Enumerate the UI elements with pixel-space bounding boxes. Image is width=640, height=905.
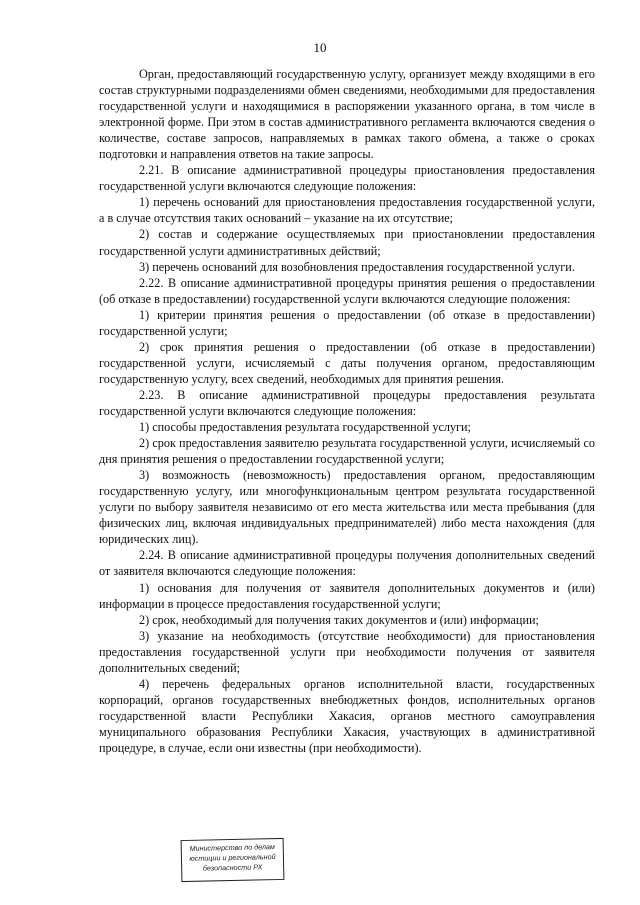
paragraph-2-24-item-4: 4) перечень федеральных органов исполнительной власти, государственных корпораций, органов государственных внебюджетных фондов, исполнительных органов государственной власти Республики Хакасия, органов местного самоуправления муниципального образования Республики Хакасия, участвующих в административной процедуре, в случае, если они известны (при необходимости). [99, 676, 595, 755]
paragraph-2-23-item-3: 3) возможность (невозможность) предоставления органом, предоставляющим государственную услугу, или многофункциональным центром результата государственной услуги по выбору заявителя независимо от его места жительства или места пребывания (для физических лиц, включая индивидуальных предпринимателей) либо места нахождения (для юридических лиц). [99, 468, 595, 547]
paragraph-2-22-item-2: 2) срок принятия решения о предоставлении (об отказе в предоставлении) государственной услуги, исчисляемый с даты получения органом, предоставляющим государственную услугу, всех сведений, необходимых для принятия решения. [99, 339, 595, 386]
paragraph-2-22-item-1: 1) критерии принятия решения о предоставлении (об отказе в предоставлении) государственной услуги; [99, 307, 595, 338]
paragraph-2-21-item-1: 1) перечень оснований для приостановления предоставления государственной услуги, а в случае отсутствия таких оснований – указание на их отсутствие; [99, 195, 595, 226]
ministry-stamp [181, 838, 285, 882]
stamp-line-3: безопасности РХ [202, 862, 263, 873]
paragraph-2-24-item-2: 2) срок, необходимый для получения таких документов и (или) информации; [139, 612, 539, 627]
paragraph-2-24-item-3: 3) указание на необходимость (отсутствие необходимости) для приостановления предоставления государственной услуги при необходимости получения от заявителя дополнительных сведений; [99, 628, 595, 675]
paragraph-2-23-item-2: 2) срок предоставления заявителю результата государственной услуги, исчисляемый со дня принятия решения о предоставлении государственной услуги; [99, 436, 595, 467]
page-number: 10 [313, 40, 327, 55]
paragraph-2-23: 2.23. В описание административной процедуры предоставления результата государственной услуги включаются следующие положения: [99, 387, 595, 418]
paragraph-2-21: 2.21. В описание административной процедуры приостановления предоставления государственной услуги включаются следующие положения: [99, 163, 595, 194]
paragraph-2-21-item-3: 3) перечень оснований для возобновления предоставления государственной услуги. [139, 259, 575, 274]
paragraph-2-23-item-1: 1) способы предоставления результата государственной услуги; [139, 420, 471, 435]
paragraph-2-22: 2.22. В описание административной процедуры принятия решения о предоставлении (об отказе в предоставлении) государственной услуги включаются следующие положения: [99, 275, 595, 306]
paragraph-2-24-item-1: 1) основания для получения от заявителя дополнительных документов и (или) информации в процессе предоставления государственной услуги; [99, 580, 595, 611]
stamp-line-1: Министерство по делам [189, 842, 275, 853]
paragraph-intro: Орган, предоставляющий государственную услугу, организует между входящими в его состав структурными подразделениями обмен сведениями, необходимыми для предоставления государственной услуги и находящимися в распоряжении указанного органа, в том числе в электронной форме. При этом в состав административного регламента включаются сведения о количестве, составе запросов, направляемых в рамках такого обмена, а также о сроках подготовки и направления ответов на такие запросы. [99, 67, 595, 162]
stamp-line-2: юстиции и региональной [189, 852, 276, 863]
document-body [99, 66, 595, 756]
paragraph-2-24: 2.24. В описание административной процедуры получения дополнительных сведений от заявителя включаются следующие положения: [99, 548, 595, 579]
paragraph-2-21-item-2: 2) состав и содержание осуществляемых при приостановлении предоставления государственной услуги административных действий; [99, 227, 595, 258]
